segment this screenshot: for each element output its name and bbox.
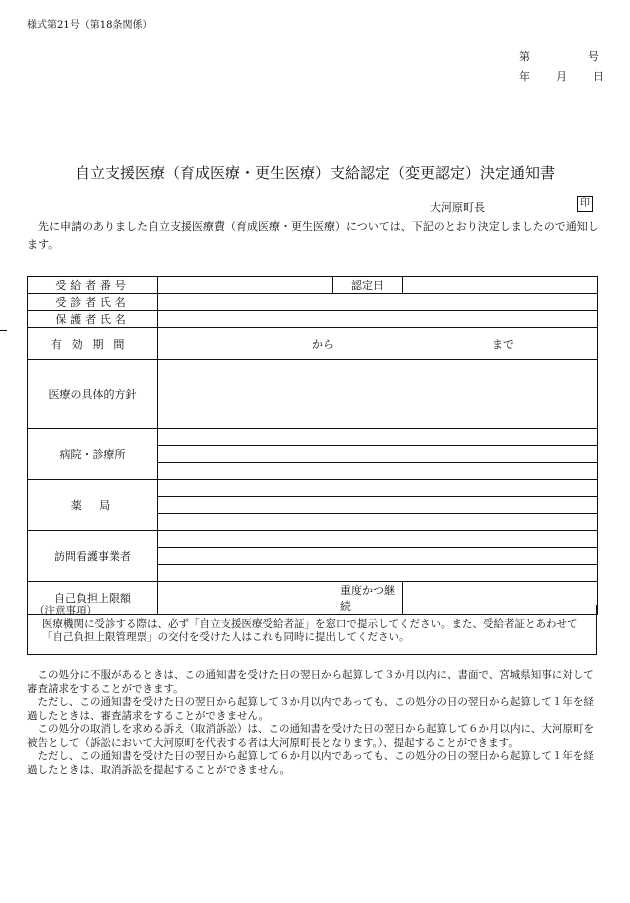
date-year: 年 (519, 70, 530, 83)
recipient-number-label: 受給者番号 (28, 277, 158, 294)
patient-name-field[interactable] (158, 294, 598, 311)
issuer-name: 大河原町長 (430, 201, 485, 214)
treatment-policy-label: 医療の具体的方針 (28, 360, 158, 429)
certification-date-field[interactable] (403, 277, 598, 294)
number-suffix: 号 (588, 50, 599, 63)
validity-period-field[interactable] (158, 328, 598, 360)
hospital-label: 病院・診療所 (28, 429, 158, 480)
intro-text: 先に申請のありました自立支援医療費（育成医療・更生医療）については、下記のとおり決定しましたので通知します。 (27, 220, 599, 251)
notes-body: 医療機関に受診する際は、必ず「自立支援医療受給者証」を窓口で提示してください。また、受給者証とあわせて「自己負担上限管理票」の交付を受けた人はこれも同時に提出してください。 (42, 618, 578, 643)
home-nursing-label: 訪問看護事業者 (28, 531, 158, 582)
pharmacy-field-1[interactable] (158, 480, 598, 497)
copay-limit-label: 自己負担上限額 (28, 582, 158, 615)
pharmacy-field-3[interactable] (158, 514, 598, 531)
guardian-name-field[interactable] (158, 311, 598, 328)
number-prefix: 第 (519, 50, 530, 63)
pharmacy-field-2[interactable] (158, 497, 598, 514)
date-day: 日 (593, 70, 604, 83)
notes-heading: （注意事項） (34, 605, 97, 617)
home-nursing-field-3[interactable] (158, 565, 598, 582)
issue-date (519, 68, 604, 84)
hospital-field-3[interactable] (158, 463, 598, 480)
hospital-field-1[interactable] (158, 429, 598, 446)
pharmacy-label: 薬局 (28, 480, 158, 531)
document-number (519, 48, 599, 64)
appeal-paragraph-3: この処分の取消しを求める訴え（取消訴訟）は、この通知書を受けた日の翌日から起算して６か月以内に、大河原町を被告として（訴訟において大河原町を代表する者は大河原町長となります。）、提起することができます。 (27, 723, 594, 749)
period-from: から (312, 337, 334, 351)
period-until: まで (492, 337, 514, 351)
home-nursing-field-2[interactable] (158, 548, 598, 565)
appeal-paragraph-4: ただし、この通知書を受けた日の翌日から起算して６か月以内であっても、この処分の日の翌日から起算して１年を経過したときは、取消訴訟を提起することができません。 (27, 750, 594, 776)
home-nursing-field-1[interactable] (158, 531, 598, 548)
seal-mark: 印 (577, 196, 593, 212)
certification-date-label: 認定日 (333, 277, 403, 294)
hospital-field-2[interactable] (158, 446, 598, 463)
notes-box (27, 605, 597, 655)
appeal-paragraph-1: この処分に不服があるときは、この通知書を受けた日の翌日から起算して３か月以内に、書面で、宮城県知事に対して審査請求をすることができます。 (27, 669, 594, 695)
appeal-paragraph-2: ただし、この通知書を受けた日の翌日から起算して３か月以内であっても、この処分の日の翌日から起算して１年を経過したときは、審査請求をすることができません。 (27, 696, 594, 722)
validity-period-label: 有効期間 (28, 328, 158, 360)
guardian-name-label: 保護者氏名 (28, 311, 158, 328)
treatment-policy-field[interactable] (158, 360, 598, 429)
document-title: 自立支援医療（育成医療・更生医療）支給認定（変更認定）決定通知書 (74, 164, 555, 182)
date-month: 月 (556, 70, 567, 83)
severe-continuous-label: 重度かつ継続 (340, 584, 395, 613)
patient-name-label: 受診者氏名 (28, 294, 158, 311)
recipient-number-field[interactable] (158, 277, 333, 294)
form-id: 様式第21号（第18条関係） (27, 20, 153, 31)
margin-mark (0, 330, 7, 331)
certification-table (27, 276, 598, 615)
appeal-section (27, 669, 599, 777)
